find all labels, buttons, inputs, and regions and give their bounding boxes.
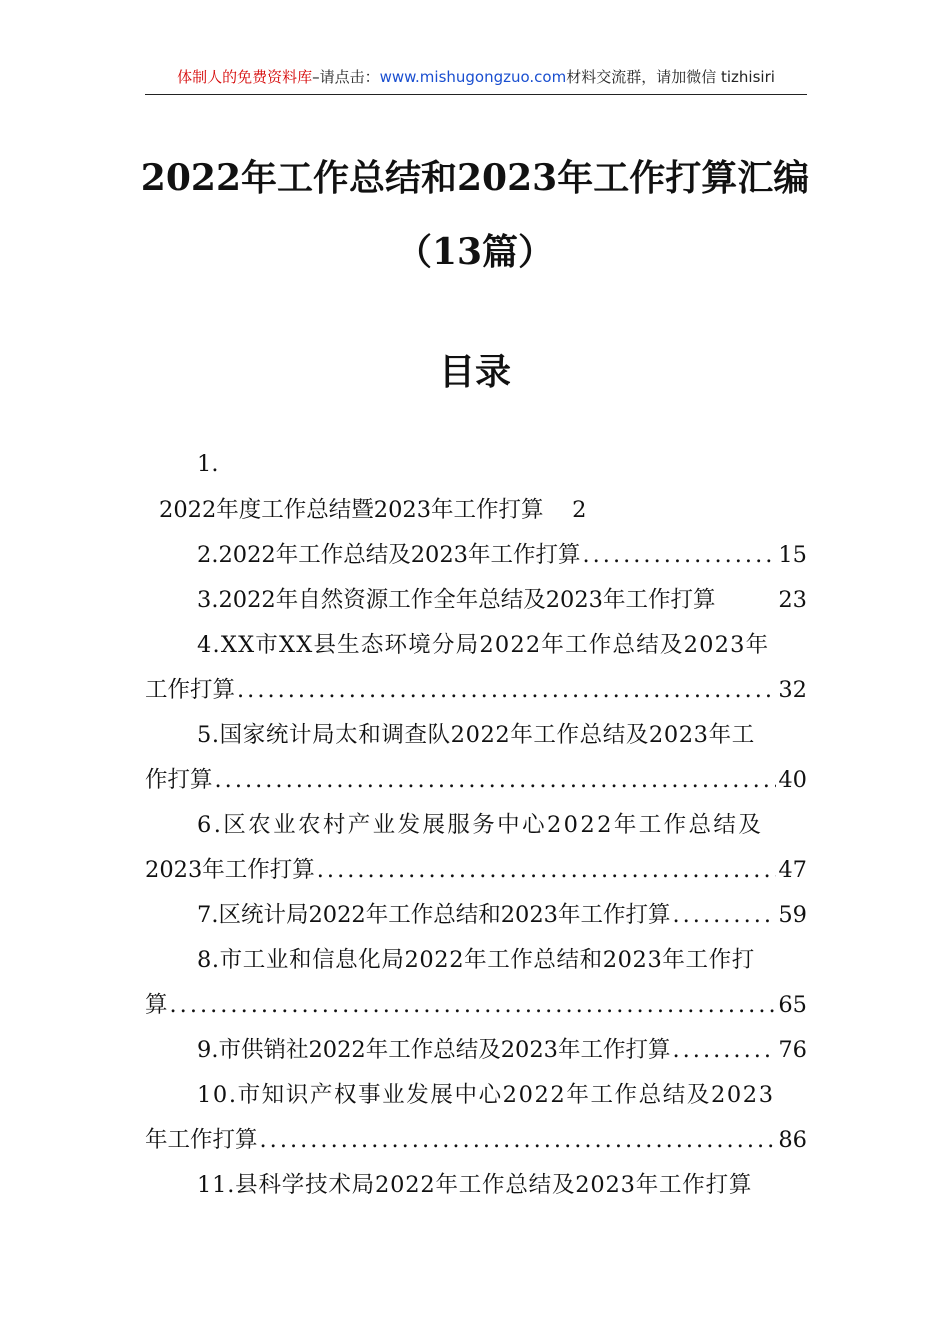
leader-dots — [237, 668, 776, 713]
toc-item-5-text: 作打算 — [145, 767, 213, 793]
toc-heading: 目录 — [438, 351, 511, 393]
site-link[interactable]: www.mishugongzuo.com — [379, 68, 567, 86]
leader-dots — [260, 1118, 777, 1163]
toc-item-2[interactable] — [197, 533, 807, 578]
toc-item-3[interactable] — [197, 578, 807, 623]
leader-dots — [673, 893, 777, 938]
toc-item-1-page: 2 — [572, 497, 587, 523]
leader-dots — [215, 758, 777, 803]
toc-item-1[interactable] — [159, 488, 586, 533]
toc-item-5-page: 40 — [778, 767, 807, 793]
toc-item-6-page: 47 — [778, 857, 807, 883]
toc-item-6-line1[interactable]: 6.区农业农村产业发展服务中心2022年工作总结及 — [197, 812, 764, 838]
toc-item-4-line2[interactable] — [145, 668, 807, 713]
toc-item-1-number: 1. — [197, 451, 219, 477]
toc-item-9-text: 9.市供销社2022年工作总结及2023年工作打算 — [197, 1037, 671, 1063]
leader-dots — [317, 848, 777, 893]
toc-item-8-page: 65 — [778, 992, 807, 1018]
toc-item-6-line2[interactable] — [145, 848, 807, 893]
toc-item-7[interactable] — [197, 893, 807, 938]
toc-item-5-line2[interactable] — [145, 758, 807, 803]
toc-item-3-text: 3.2022年自然资源工作全年总结及2023年工作打算 — [197, 587, 716, 613]
toc-item-4-page: 32 — [778, 677, 807, 703]
toc-item-4-line1[interactable]: 4.XX市XX县生态环境分局2022年工作总结及2023年 — [197, 632, 770, 658]
header-prompt: –请点击： — [312, 68, 380, 86]
leader-dots — [673, 1028, 777, 1073]
toc-item-1-text: 2022年度工作总结暨2023年工作打算 — [159, 497, 544, 523]
toc-item-6-text: 2023年工作打算 — [145, 857, 315, 883]
toc-item-10-page: 86 — [778, 1127, 807, 1153]
toc-item-3-page: 23 — [778, 587, 807, 613]
toc-item-10-text: 年工作打算 — [145, 1127, 258, 1153]
toc-item-10-line2[interactable] — [145, 1118, 807, 1163]
toc-item-5-line1[interactable]: 5.国家统计局太和调查队2022年工作总结及2023年工 — [197, 722, 755, 748]
leader-dots — [170, 983, 777, 1028]
toc-item-8-line2[interactable] — [145, 983, 807, 1028]
leader-dots — [583, 533, 777, 578]
toc-item-9-page: 76 — [778, 1037, 807, 1063]
toc-item-10-line1[interactable]: 10.市知识产权事业发展中心2022年工作总结及2023 — [197, 1082, 775, 1108]
site-name: 体制人的免费资料库 — [177, 68, 313, 86]
document-subtitle: （13篇） — [395, 231, 555, 273]
toc-item-2-page: 15 — [778, 542, 807, 568]
toc-item-8-line1[interactable]: 8.市工业和信息化局2022年工作总结和2023年工作打 — [197, 947, 755, 973]
toc-item-4-text: 工作打算 — [145, 677, 236, 703]
page-header — [145, 66, 807, 95]
toc-item-11-line1[interactable]: 11.县科学技术局2022年工作总结及2023年工作打算 — [197, 1172, 753, 1198]
toc-item-9[interactable] — [197, 1028, 807, 1073]
toc-item-7-page: 59 — [778, 902, 807, 928]
header-note: 材料交流群，请加微信 tizhisiri — [566, 68, 775, 86]
document-title: 2022年工作总结和2023年工作打算汇编 — [140, 157, 810, 199]
toc-item-8-text: 算 — [145, 992, 168, 1018]
toc-item-2-text: 2.2022年工作总结及2023年工作打算 — [197, 542, 581, 568]
toc-item-7-text: 7.区统计局2022年工作总结和2023年工作打算 — [197, 902, 671, 928]
